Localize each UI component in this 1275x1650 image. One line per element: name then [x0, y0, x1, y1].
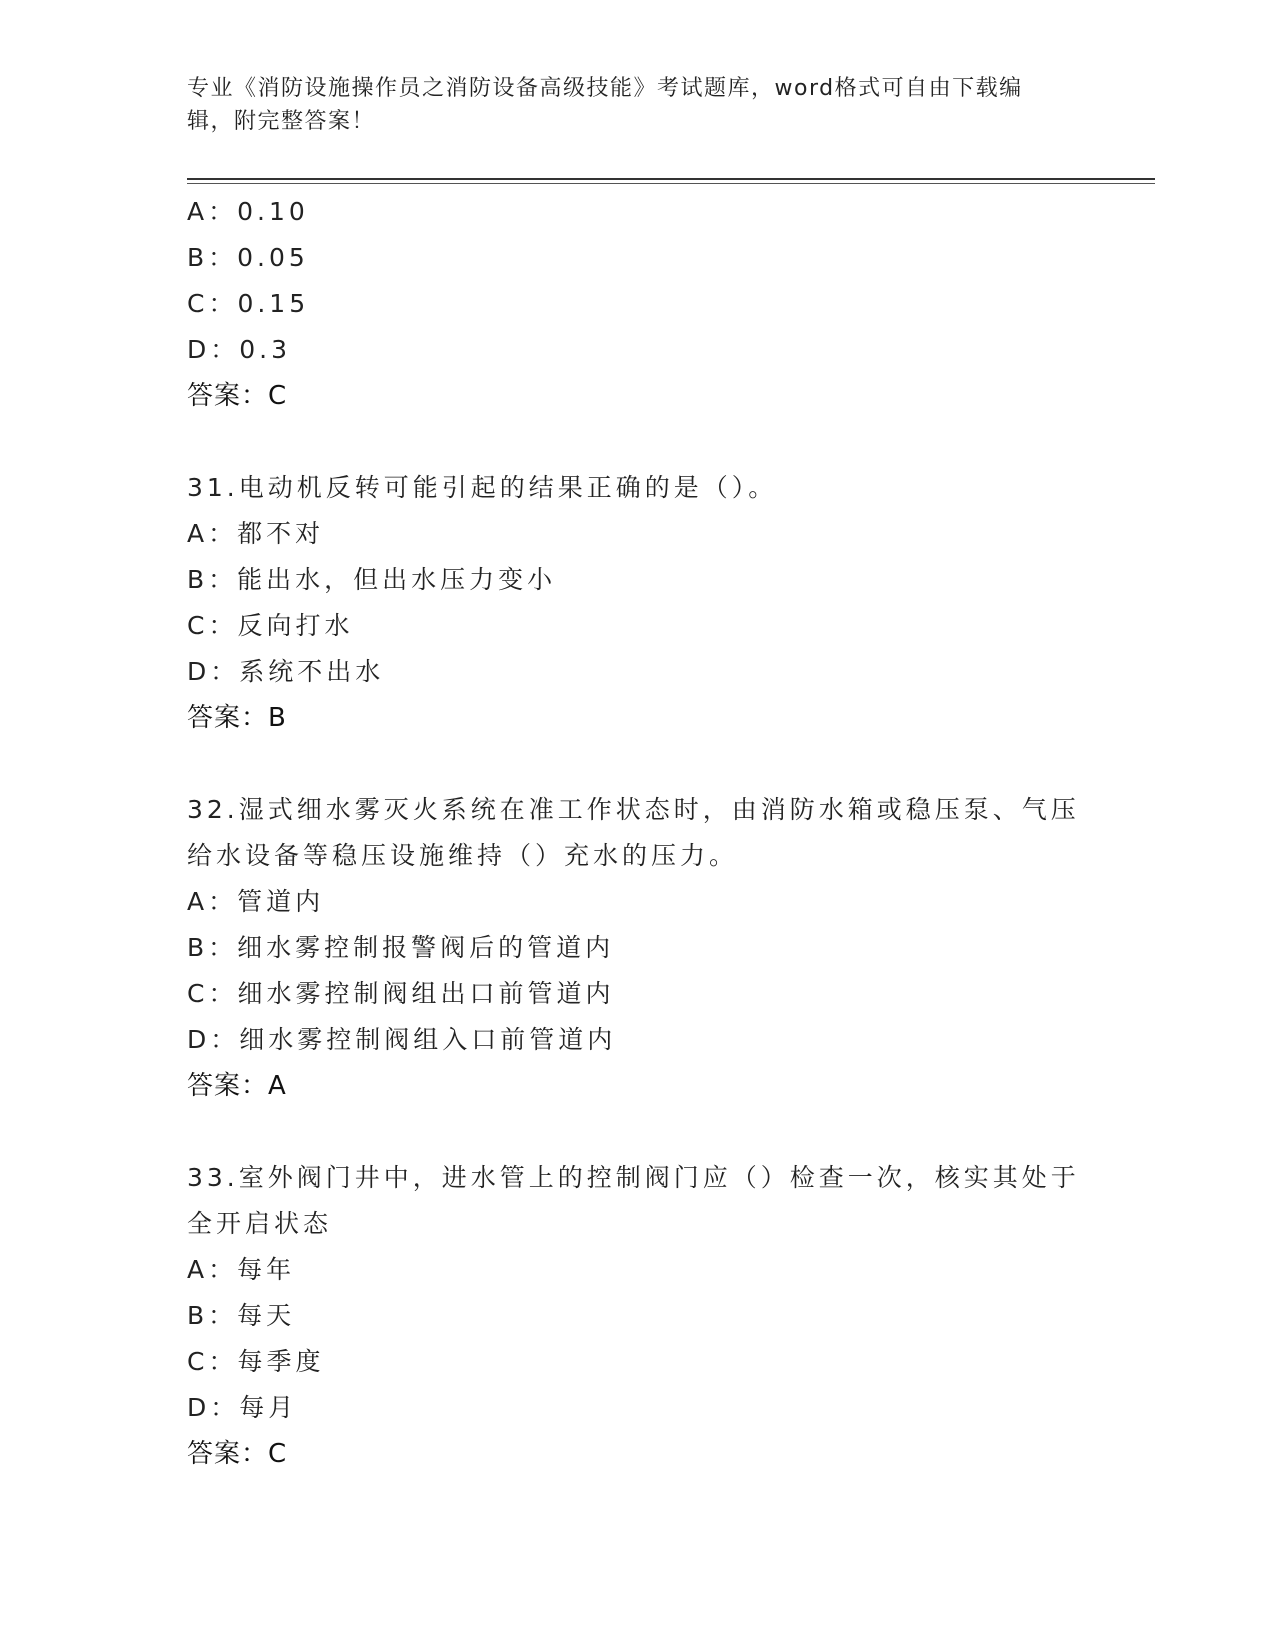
option-b: B：0.05: [187, 243, 309, 272]
question-32: [187, 787, 1087, 1109]
spacer: [187, 741, 1087, 787]
option-c: C：0.15: [187, 289, 310, 318]
question-stem: 31.电动机反转可能引起的结果正确的是（）。: [187, 473, 778, 502]
answer-line: 答案：C: [187, 381, 288, 411]
question-stem-line-2: 给水设备等稳压设施维持（）充水的压力。: [187, 841, 739, 870]
header-divider-thin: [187, 183, 1155, 184]
spacer: [187, 419, 1087, 465]
option-a: A：都不对: [187, 519, 325, 548]
question-stem-line-1: 33.室外阀门井中，进水管上的控制阀门应（）检查一次，核实其处于: [187, 1163, 1080, 1192]
header-line-1: 专业《消防设施操作员之消防设备高级技能》考试题库，word格式可自由下载编: [187, 76, 1023, 101]
option-a: A：0.10: [187, 197, 309, 226]
option-c: C：每季度: [187, 1347, 325, 1376]
option-d: D：0.3: [187, 335, 292, 364]
document-header: [187, 72, 1067, 138]
option-c: C：细水雾控制阀组出口前管道内: [187, 979, 615, 1008]
question-list: [187, 189, 1087, 1477]
question-31: [187, 465, 1087, 741]
option-d: D：系统不出水: [187, 657, 385, 686]
spacer: [187, 1109, 1087, 1155]
option-c: C：反向打水: [187, 611, 354, 640]
question-30: [187, 189, 1087, 419]
answer-line: 答案：C: [187, 1439, 288, 1469]
option-b: B：每天: [187, 1301, 296, 1330]
header-line-2: 辑，附完整答案！: [187, 109, 376, 134]
option-a: A：每年: [187, 1255, 296, 1284]
question-stem-line-2: 全开启状态: [187, 1209, 333, 1238]
header-divider-thick: [187, 178, 1155, 180]
option-b: B：细水雾控制报警阀后的管道内: [187, 933, 615, 962]
question-stem-line-1: 32.湿式细水雾灭火系统在准工作状态时，由消防水箱或稳压泵、气压: [187, 795, 1080, 824]
option-d: D：细水雾控制阀组入口前管道内: [187, 1025, 617, 1054]
answer-line: 答案：A: [187, 1071, 287, 1101]
answer-line: 答案：B: [187, 703, 287, 733]
question-33: [187, 1155, 1087, 1477]
option-a: A：管道内: [187, 887, 325, 916]
option-d: D：每月: [187, 1393, 298, 1422]
option-b: B：能出水，但出水压力变小: [187, 565, 557, 594]
